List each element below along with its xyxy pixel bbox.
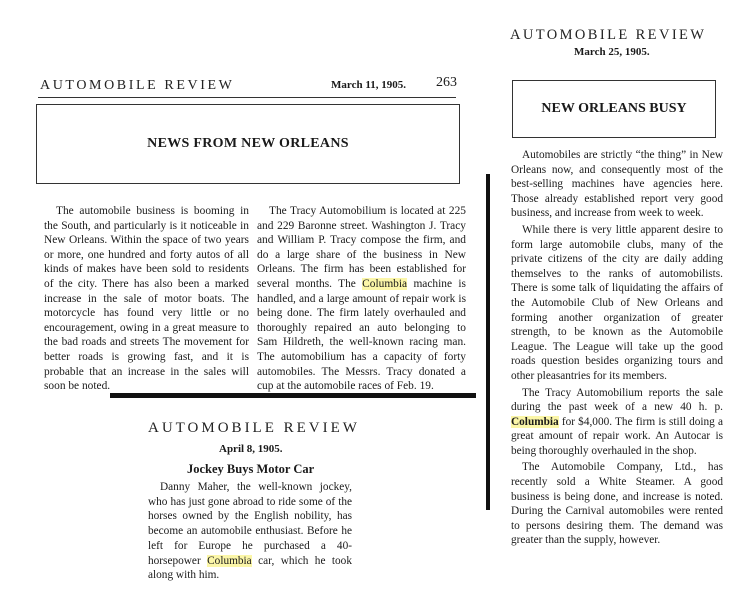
highlighted-word: Columbia [207, 554, 252, 567]
headline: NEWS FROM NEW ORLEANS [147, 136, 349, 151]
text-run: The Tracy Automobilium reports the sale during the past week of a new 40 h. p. [511, 386, 723, 414]
text-run: machine is handled, and a large amount of repair work is being done. The firm lately overhauled and thoroughly repaired an auto belonging to Sam Hildreth, the well-known racing man. The automobilium has a capacity of forty automobiles. The Messrs. Tracy donated a cup at the automobile races of Feb. 19. [257, 277, 466, 393]
headline: NEW ORLEANS BUSY [541, 101, 687, 116]
headline-box [512, 80, 716, 138]
headline: Jockey Buys Motor Car [187, 462, 315, 476]
paragraph: Automobiles are strictly “the thing” in New Orleans now, and consequently most of the best-selling machines have agencies here. Those already established report very good business, and increase from week to week. [511, 149, 723, 220]
masthead: AUTOMOBILE REVIEW [510, 27, 707, 43]
masthead: AUTOMOBILE REVIEW [40, 78, 235, 93]
vertical-divider [486, 174, 490, 510]
article-column-2 [257, 204, 466, 394]
clipping-march-11 [0, 0, 480, 393]
highlighted-word: Columbia [511, 415, 559, 428]
paragraph [511, 386, 723, 459]
highlighted-word: Columbia [362, 277, 408, 290]
headline-box [36, 104, 460, 184]
issue-date: March 25, 1905. [574, 46, 650, 58]
paragraph: The Automobile Company, Ltd., has recently sold a White Steamer. A good business is being done, and increase is noted. During the Carnival automobiles were rented to persons desiring them. The demand was greater than the supply, however. [511, 461, 723, 547]
text-run: for $4,000. The firm is still doing a great amount of repair work. An Autocar is being thoroughly overhauled in the shop. [511, 415, 723, 457]
text-run: car, which he took along with him. [148, 554, 352, 582]
article-column-1 [44, 204, 249, 394]
masthead-rule [38, 97, 456, 98]
issue-date: April 8, 1905. [219, 443, 283, 455]
article-column [148, 480, 352, 583]
issue-date: March 11, 1905. [331, 79, 406, 91]
text-run: Danny Maher, the well-known jockey, who has just gone abroad to ride some of the horses owned by the English nobility, has become an automobile enthusiast. Before he left for Europe he purchased a 40-horsepower [148, 481, 352, 567]
page-number: 263 [436, 75, 457, 90]
article-column [511, 148, 723, 550]
paragraph: The automobile business is booming in the South, and particularly is it noticeable in New Orleans. Within the space of two years or more, one hundred and forty autos of all kinds of makes have been sold to residents of the city. There has also been a marked increase in the sale of motor boats. The motorcycle has found very little or no encouragement, owing in a great measure to the bad roads and streets The movement for better roads is growing fast, and it is probable that an increase in the sales will soon be noted. [44, 205, 249, 393]
paragraph [148, 480, 352, 583]
divider-bar [110, 393, 476, 398]
paragraph: While there is very little apparent desire to form large automobile clubs, many of the private citizens of the city are daily adding themselves to the ranks of automobilists. There is some talk of liquidating the affairs of the Automobile Club of New Orleans and forming another organization of greater strength, to be known as the Automobile League. The League will take up the good roads question besides organizing tours and other pleasantries for its members. [511, 223, 723, 382]
text-run: The Tracy Automobilium is located at 225 and 229 Baronne street. Washington J. Tracy and William P. Tracy compose the firm, and do a large share of the business in New Orleans. The firm has been established for several months. The [257, 205, 466, 290]
paragraph [257, 204, 466, 394]
masthead: AUTOMOBILE REVIEW [148, 420, 360, 436]
